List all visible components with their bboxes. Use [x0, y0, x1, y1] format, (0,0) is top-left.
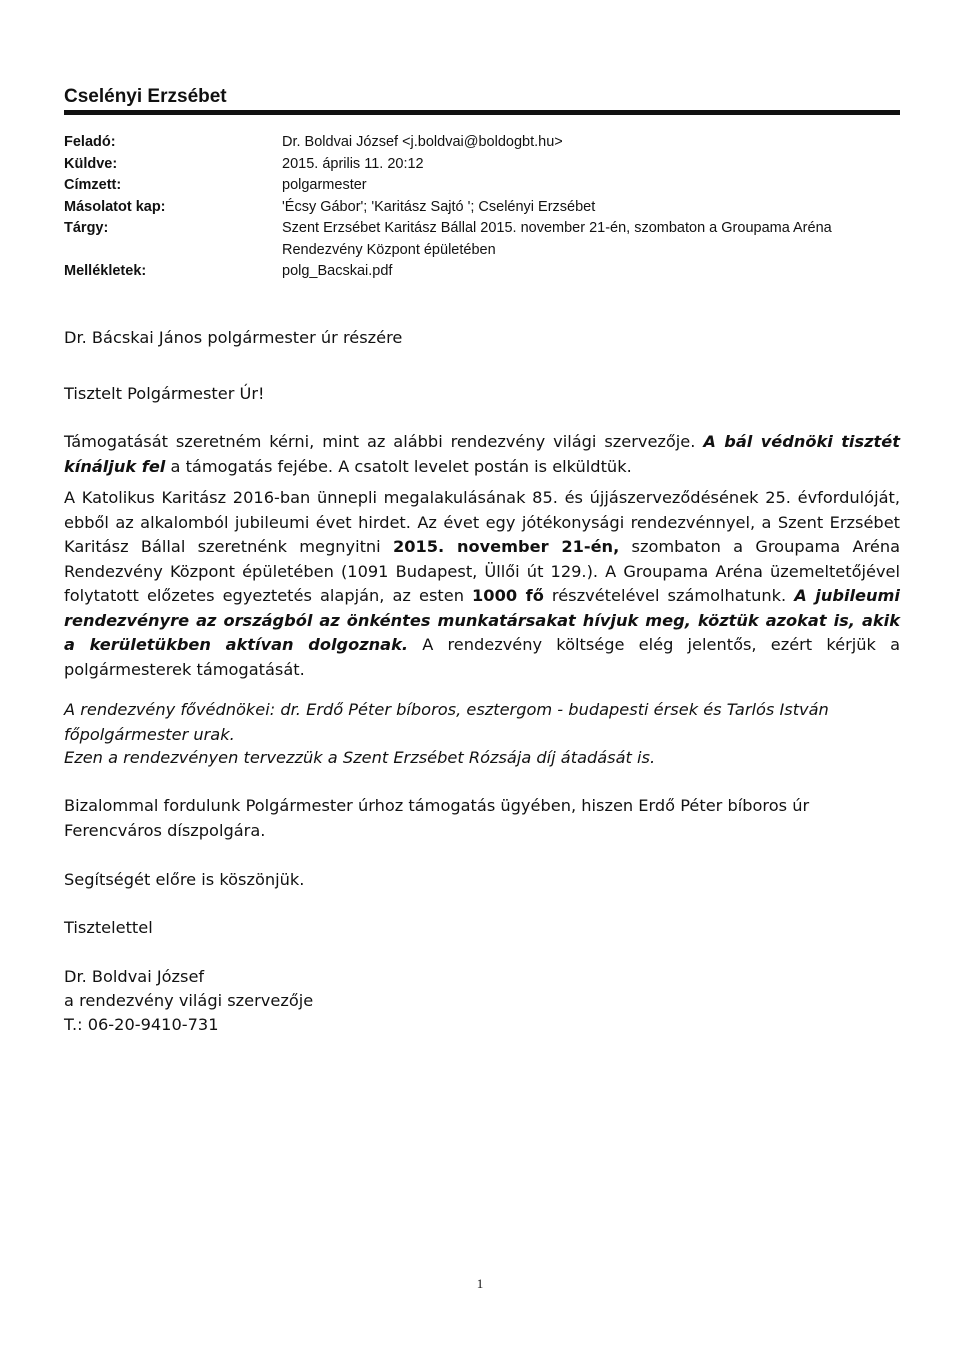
header-row-subject	[64, 218, 900, 261]
event-venue-text: szombaton a Groupama Aréna Rendezvény Központ épületében (1091 Budapest, Üllői út 129.). A Groupama Aréna üzemeltetőjével folytatott előzetes egyeztetés alapján, az esten	[64, 537, 901, 605]
letter-salutation: Tisztelt Polgármester Úr!	[64, 384, 265, 403]
letter-closing: Tisztelettel	[64, 918, 153, 937]
header-label: Címzett:	[64, 177, 122, 193]
signature-role: a rendezvény világi szervezője	[64, 991, 314, 1010]
email-headers	[64, 132, 900, 283]
patronage-offer: A bál védnöki tisztét kínáljuk fel	[64, 432, 900, 476]
header-value-subject: Szent Erzsébet Karitász Bállal 2015. november 21-én, szombaton a Groupama Aréna Rendezvény Központ épületében	[282, 220, 832, 258]
sender-name-heading: Cselényi Erzsébet	[64, 86, 227, 107]
header-value-cc: 'Écsy Gábor'; 'Karitász Sajtó '; Cselényi Erzsébet	[282, 198, 596, 215]
header-row-to	[64, 175, 900, 197]
header-label: Tárgy:	[64, 220, 109, 236]
letter-paragraph-request	[64, 430, 900, 479]
header-value-to: polgarmester	[282, 177, 367, 193]
header-label: Másolatot kap:	[64, 198, 166, 215]
header-label: Küldve:	[64, 155, 118, 172]
signature-phone: T.: 06-20-9410-731	[64, 1015, 219, 1034]
letter-award: Ezen a rendezvényen tervezzük a Szent Erzsébet Rózsája díj átadását is.	[64, 748, 656, 767]
volunteers-invitation: A jubileumi rendezvényre az országból az önkéntes munkatársakat hívjuk meg, köztük azokat is, akik a kerületükben aktívan dolgoznak.	[64, 586, 900, 654]
header-value-from: Dr. Boldvai József <j.boldvai@boldogbt.hu>	[282, 134, 563, 150]
letter-thanks: Segítségét előre is köszönjük.	[64, 870, 305, 889]
header-label: Mellékletek:	[64, 263, 147, 279]
letter-paragraph-trust: Bizalommal fordulunk Polgármester úrhoz támogatás ügyében, hiszen Erdő Péter bíboros úr Ferencváros díszpolgára.	[64, 796, 810, 840]
header-row-from	[64, 132, 900, 154]
request-continuation: a támogatás fejébe. A csatolt levelet postán is elküldtük.	[170, 456, 632, 476]
signature-name: Dr. Boldvai József	[64, 967, 205, 986]
header-row-sent	[64, 154, 900, 176]
event-text: A Katolikus Karitász 2016-ban ünnepli megalakulásának 85. és újjászerveződésének 25. évfordulóját, ebből az alkalomból jubileumi évet hirdet. Az évet egy jótékonysági rendezvénnyel, a Szent Erzsébet Karitász Bállal szeretnénk megnyitni	[64, 488, 900, 556]
header-value-sent: 2015. április 11. 20:12	[282, 155, 424, 172]
letter-addressee: Dr. Bácskai János polgármester úr részére	[64, 328, 403, 347]
request-sentence: Támogatását szeretném kérni, mint az alábbi rendezvény világi szervezője.	[64, 432, 696, 451]
page-number: 1	[476, 1276, 484, 1291]
cost-text: A rendezvény költsége elég jelentős, ezért kérjük a polgármesterek támogatását.	[64, 635, 901, 679]
letter-paragraph-event	[64, 486, 900, 682]
attendee-count: 1000 fő	[472, 586, 544, 605]
header-row-cc	[64, 197, 900, 219]
header-row-attachments	[64, 261, 900, 283]
event-date: 2015. november 21-én,	[392, 537, 620, 556]
letter-patrons: A rendezvény fővédnökei: dr. Erdő Péter bíboros, esztergom - budapesti érsek és Tarlós István főpolgármester urak.	[64, 700, 829, 744]
header-value-attachments: polg_Bacskai.pdf	[282, 263, 393, 279]
event-attendance-text: részvételével számolhatunk.	[551, 586, 787, 605]
header-divider	[64, 110, 900, 115]
header-label: Feladó:	[64, 134, 116, 150]
